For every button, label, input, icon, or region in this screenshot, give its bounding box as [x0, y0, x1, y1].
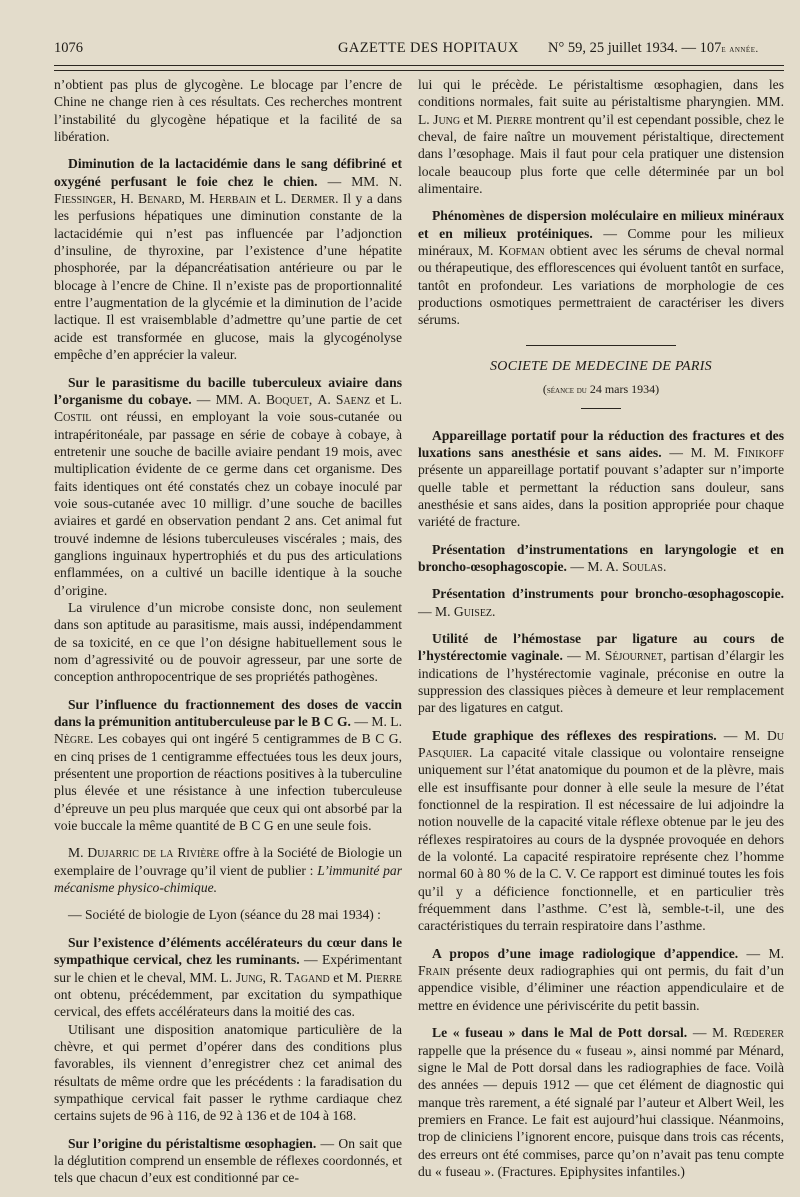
article-body: lui qui le précède. Le péristaltisme œsophagien, dans les conditions normales, fait suite au péristaltisme pharyngien. MM. — [418, 77, 784, 110]
article-body: Comme pour les milieux minéraux, M. — [418, 225, 784, 259]
book-title: L’immunité par mécanisme physico-chimique. — [54, 862, 402, 896]
article-cardiac-accelerators: Sur l’existence d’éléments accélérateurs du cœur dans le sympathique cervical, chez les ruminants. — Expérimentant sur le chien et le cheval, MM. L. Jung, R. Tagand et M. Pierre ont obtenu, précédemment, par excitation du sympathique cervical, des effets accélérateurs dans la moitié des cas. — [54, 934, 403, 1020]
article-title: Appareillage portatif pour la réduction des fractures et des luxations sans anesthésie et sans aides. — [418, 427, 784, 460]
article-title: Sur l’origine du péristaltisme œsophagien. — [68, 1135, 317, 1151]
article-body: ont réussi, en employant la voie sous-cutanée ou intrapéritonéale, par passage en série de cobaye à cobaye, à entretenir une souche de bacille aviaire pendant 19 mois, avec multiplication évidente de ce germe dans cet organisme. Des faits identiques ont été constatés chez un cobaye inoculé par voie sous-cutanée avec 10 milligr. d’une souche de bacilles aviaires et gardé en observation pendant 2 ans. Cet animal fut trouvé indemne de lésions tuberculeuses viscérales ; mais, des ganglions inguinaux hypertrophiés et du pus des articulations enflammées, on a cultivé un bacille identique à la souche d’origine. — [54, 409, 402, 598]
author: M. A. Soulas. — [587, 558, 667, 574]
article-body: Il y a dans les perfusions hépatiques une diminution constante de la lactacidémie qui n’est pas influencée par l’adjonction d’insuline, de thyroxine, par l’existence d’une hépatite phosphorée, par la dépancréatisation antérieure ou par le blocage à l’encre de Chine. Il n’existe pas de proportionnalité entre l’augmentation de la glycémie et la diminution de l’acide lactique. Il est vraisemblable d’admettre qu’une partie de cet acide est transformée en glucose, mais la glycogénolyse empêche d’en apprécier la valeur. — [54, 191, 403, 363]
article-title: Sur le parasitisme du bacille tuberculeux aviaire dans l’organisme du cobaye. — [54, 374, 402, 407]
author: M. Guisez. — [435, 603, 496, 619]
author: MM. N. Fiessinger — [54, 173, 403, 207]
article-portable-apparatus: Appareillage portatif pour la réduction des fractures et des luxations sans anesthésie et sans aides. — M. M. Finikoff présente un appareillage portatif pouvant s’adapter sur n’importe quelle table et permettant la réduction sans douleur, sans anesthésie et sans aides, dans la position appropriée pour chaque variété de fracture. — [418, 427, 785, 530]
article-title: Présentation d’instrumentations en laryngologie et en broncho-œsophagoscopie. — [418, 541, 784, 574]
article-respiration-reflexes: Etude graphique des réflexes des respirations. — M. Du Pasquier. La capacité vitale classique ou volontaire renseigne uniquement sur l’état anatomique du poumon et de la plèvre, mais elle est insuffisante pour donner à elle seule la mesure de l’état fonctionnel de la respiration. Il est nécessaire de lui adjoindre la notion nouvelle de la capacité vitale réflexe obtenue par le jeu des réflexes respiratoires au cours de la dyspnée provoquée en dehors de la volonté. La capacité respiratoire représente chez l’homme normal 60 à 80 % de la C. V. Ce rapport est diminué toutes les fois qu’il y a déficience fonctionnelle, et en particulier très fréquemment dans l’asthme. C’est là, semble-t-il, une des caractéristiques du terrain respiratoire dans l’asthme. — [418, 727, 785, 934]
article-title: Sur l’influence du fractionnement des doses de vaccin dans la prémunition antituberculeuse par le B C G. — [54, 696, 402, 730]
author: M. Rœderer — [712, 1025, 785, 1041]
article-body: présente deux radiographies qui ont permis, du fait d’un appendice visible, d’éliminer une réaction appendiculaire et de mettre en évidence une périviscérite du petit bassin. — [418, 963, 784, 1013]
page-header — [54, 36, 784, 64]
article-avian-bacillus: Sur le parasitisme du bacille tuberculeux aviaire dans l’organisme du cobaye. — MM. A. Boquet, A. Saenz et L. Costil ont réussi, en employant la voie sous-cutanée ou intrapéritonéale, par passage en série de cobaye à cobaye, à entretenir une souche de bacille aviaire pendant 19 mois, avec multiplication évidente de ce germe dans cet organisme. Des faits identiques ont été constatés chez un cobaye inoculé par voie sous-cutanée avec 10 milligr. d’une souche de bacilles aviaires et gardé en observation pendant 2 ans. Cet animal fut trouvé indemne de lésions tuberculeuses viscérales ; mais, des ganglions inguinaux hypertrophiés et du pus des articulations enflammées, on a cultivé un bacille identique à la souche d’origine. — [54, 374, 402, 598]
article-glycemia-perfusion: Diminution de la lactacidémie dans le sang défibriné et oxygéné perfusant le foie chez le chien. — MM. N. Fiessinger, H. Benard, M. Herbain et L. Dermer. Il y a dans les perfusions hépatiques une diminution constante de la lactacidémie qui n’est pas influencée par l’adjonction d’insuline, de thyroxine, par l’existence d’une hépatite phosphorée, par la dépancréatisation antérieure ou par le blocage à l’encre de Chine. Il n’existe pas de proportionnalité entre l’augmentation de la glycémie et la diminution de l’acide lactique. Il est vraisemblable d’admettre qu’une partie de cet acide est transformée en glucose, mais la glycogénolyse empêche d’en apprécier la valeur. — [54, 156, 403, 363]
author: Kofman — [498, 243, 545, 259]
society-heading — [418, 345, 784, 409]
author: M. Herbain — [189, 191, 257, 207]
author: L. Costil — [54, 391, 402, 425]
article-laryngology-instruments: Présentation d’instrumentations en laryngologie et en broncho-œsophagoscopie. — M. A. Soulas. — [418, 541, 784, 574]
paragraph: Utilisant une disposition anatomique particulière de la chèvre, et qui permet d’opérer dans des conditions plus favorables, ils viennent d’enregistrer chez cet animal des résultats de même ordre que les précédents : la faradisation du sympathique cervical fait passer le rythme cardiaque chez certains sujets de 96 à 116, de 92 à 136 et de 104 à 168. — [54, 1021, 402, 1124]
paragraph: n’obtient pas plus de glycogène. Le blocage par l’encre de Chine ne change rien à ces résultats. Ces recherches montrent l’instabilité du glycogène hépatique et la facilité de sa libération. — [54, 77, 402, 145]
article-body: partisan d’élargir les indications de l’hystérectomie vaginale, préconise en outre la suppression des classiques pièces à demeure et leur remplacement par des ligatures en catgut. — [418, 648, 785, 716]
society-name: SOCIETE DE MEDECINE DE PARIS — [489, 358, 712, 374]
author: M. Pierre — [476, 111, 533, 127]
article-broncho-instruments: Présentation d’instruments pour broncho-œsophagoscopie. — M. Guisez. — [418, 586, 784, 619]
header-rule-bottom — [54, 70, 784, 71]
page-number: 1076 — [54, 40, 83, 56]
article-title: A propos d’une image radiologique d’appendice. — [432, 945, 739, 961]
section-lyon-society: — Société de biologie de Lyon (séance du 28 mai 1934) : — [68, 907, 381, 923]
article-title: Phénomènes de dispersion moléculaire en milieux minéraux et en milieux protéiniques. — [418, 208, 784, 241]
author: A. Saenz — [317, 391, 371, 407]
divider — [581, 408, 621, 409]
article-body: présente un appareillage portatif pouvant s’adapter sur n’importe quelle table et permettant la réduction sans douleur, sans anesthésie et sans aides, dans la position appropriée pour chaque variété de fracture. — [418, 462, 784, 530]
article-body: On sait que la déglutition comprend un ensemble de réflexes coordonnés, et tels que chacun d’eux est conditionné par ce- — [54, 1135, 403, 1186]
article-body: Les cobayes qui ont ingéré 5 centigrammes de B C G. en cinq prises de 1 centigramme effectuées tous les deux jours, présentent une proportion de réactions positives à la tuberculine plus élevée et une résistance à une infection tuberculeuse d’épreuve un peu plus marquée que ceux qui ont absorbé par la voie buccale la même quantité de B C G en une seule fois. — [54, 731, 403, 834]
article-body: La capacité vitale classique ou volontaire renseigne uniquement sur l’état anatomique du poumon et de la plèvre, mais elle est insuffisante pour donner à elle seule la mesure de l’état fonctionnel de la respiration. Il est nécessaire de lui adjoindre la notion nouvelle de la capacité vitale réflexe obtenue par le jeu des réflexes respiratoires au cours de la dyspnée provoquée en dehors de la volonté. La capacité respiratoire représente chez l’homme normal 60 à 80 % de la C. V. Ce rapport est diminué toutes les fois qu’il y a déficience fonctionnelle, et en particulier très fréquemment dans l’asthme. C’est là, semble-t-il, une des caractéristiques du terrain respiratoire dans l’asthme. — [418, 745, 785, 934]
article-body: rappelle que la présence du « fuseau », ainsi nommé par Ménard, signe le Mal de Pott dorsal dans les radiographies de face. Voilà des années — depuis 1912 — que cet élément de diagnostic qui manque très rarement, a été signalé par l’auteur et Albert Weil, les premiers en France. Le fait est aujourd’hui classique. Néanmoins, trop de cliniciens l’ignorent encore, puisque dans trois cas récents, des erreurs ont été commises, parce qu’on n’avait pas tenu compte du « fuseau ». (Fractures. Epiphysites infantiles.) — [418, 1042, 784, 1179]
article-title: Présentation d’instruments pour broncho-œsophagoscopie. — [432, 586, 784, 602]
article-title: Diminution de la lactacidémie dans le sang défibriné et oxygéné perfusant le foie chez le chien. — [54, 156, 402, 189]
article-body: obtient avec les sérums de cheval normal ou thérapeutique, des efflorescences qui évoluent tantôt en surface, tantôt en profondeur. Les variations de morphologie de ces productions osmotiques permettraient de caractériser les divers sérums. — [418, 243, 784, 328]
article-book-offer — [54, 844, 402, 896]
author: H. Benard — [120, 191, 182, 207]
author: L. Jung — [418, 111, 461, 127]
article-body: montrent qu’il est cependant possible, chez le cheval, de faire naître un mouvement péristaltique, directement dans l’œsophage. Mais il faut pour cela pratiquer une distension locale beaucoup plus forte que celle déterminée par un bol alimentaire. — [418, 111, 784, 197]
article-appendix-radiology: A propos d’une image radiologique d’appendice. — M. Frain présente deux radiographies qui ont permis, du fait d’un appendice visible, d’éliminer une réaction appendiculaire et de mettre en évidence une périviscérite du petit bassin. — [418, 945, 784, 1013]
right-column — [418, 76, 784, 1190]
article-body: Expérimentant sur le chien et le cheval, MM. — [54, 952, 403, 985]
session-date: 24 mars 1934 — [589, 382, 656, 397]
session-label: séance du — [546, 385, 587, 397]
article-body: offre à la Société de Biologie un exemplaire de l’ouvrage qu’il vient de publier : — [54, 845, 402, 878]
author: MM. A. Boquet — [215, 391, 309, 407]
issue-info — [548, 40, 759, 57]
author: L. Dermer — [274, 191, 336, 207]
article-pott-disease: Le « fuseau » dans le Mal de Pott dorsal. — M. Rœderer rappelle que la présence du « fuseau », ainsi nommé par Ménard, signe le Mal de Pott dorsal dans les radiographies de face. Voilà des années — depuis 1912 — que cet élément de diagnostic qui manque très rarement, a été signalé par l’auteur et Albert Weil, les premiers en France. Le fait est aujourd’hui classique. Néanmoins, trop de cliniciens l’ignorent encore, puisque dans trois cas récents, des erreurs ont été commises, parce qu’on n’avait pas tenu compte du « fuseau ». (Fractures. Epiphysites infantiles.) — [418, 1025, 785, 1179]
article-body: ont obtenu, précédemment, par excitation du sympathique cervical, des effets accélérateurs dans la moitié des cas. — [54, 986, 402, 1020]
left-column — [54, 76, 402, 1197]
author: M. Séjournet — [585, 648, 663, 664]
article-title: Le « fuseau » dans le Mal de Pott dorsal. — [432, 1025, 688, 1041]
author: M. Frain — [418, 945, 784, 979]
article-continuation: lui qui le précède. Le péristaltisme œsophagien, dans les conditions normales, fait suite au péristaltisme pharyngien. MM. L. Jung et M. Pierre montrent qu’il est cependant possible, chez le cheval, de faire naître un mouvement péristaltique, directement dans l’œsophage. Mais il faut pour cela pratiquer une distension locale beaucoup plus forte que celle déterminée par un bol alimentaire. — [418, 77, 784, 197]
author: M. Pierre — [346, 969, 402, 985]
paragraph: La virulence d’un microbe consiste donc, non seulement dans son aptitude au parasitisme, mais aussi, indépendamment de sa toxicité, en ce que l’on désigne habituellement sous le nom d’agressivité ou de pouvoir agresseur, par une sorte de conception anthropocentrique de ses propriétés pathogènes. — [54, 599, 402, 685]
author: L. Jung — [220, 969, 263, 985]
author: M. M. Finikoff — [690, 444, 785, 460]
article-title: Sur l’existence d’éléments accélérateurs du cœur dans le sympathique cervical, chez les ruminants. — [54, 934, 402, 968]
author: R. Tagand — [269, 969, 330, 985]
author: M. Dujarric de la Rivière — [68, 845, 220, 861]
author: M. Du Pasquier — [418, 727, 784, 760]
article-molecular-dispersion: Phénomènes de dispersion moléculaire en milieux minéraux et en milieux protéiniques. — Comme pour les milieux minéraux, M. Kofman obtient avec les sérums de cheval normal ou thérapeutique, des efflorescences qui évoluent tantôt en surface, tantôt en profondeur. Les variations de morphologie de ces productions osmotiques permettraient de caractériser les divers sérums. — [418, 208, 784, 328]
article-bcg-fractionation: Sur l’influence du fractionnement des doses de vaccin dans la prémunition antituberculeuse par le B C G. — M. L. Nègre. Les cobayes qui ont ingéré 5 centigrammes de B C G. en cinq prises de 1 centigramme effectuées tous les deux jours, présentent une proportion de réactions positives à la tuberculine plus élevée et une résistance à une infection tuberculeuse d’épreuve un peu plus marquée que ceux qui ont absorbé par la voie buccale la même quantité de B C G en une seule fois. — [54, 696, 403, 834]
issue-main: N° 59, 25 juillet 1934. — 107 — [548, 40, 722, 56]
journal-title: GAZETTE DES HOPITAUX — [338, 40, 519, 56]
divider — [526, 345, 676, 346]
article-title: Etude graphique des réflexes des respirations. — [432, 727, 717, 743]
issue-suffix: e année. — [721, 44, 759, 55]
session-info: (séance du 24 mars 1934) — [542, 382, 660, 397]
article-oesophageal-peristalsis: Sur l’origine du péristaltisme œsophagien. — On sait que la déglutition comprend un ensemble de réflexes coordonnés, et tels que chacun d’eux est conditionné par ce- — [54, 1135, 403, 1186]
author: M. L. Nègre — [54, 714, 402, 747]
article-hysterectomy: Utilité de l’hémostase par ligature au cours de l’hystérectomie vaginale. — M. Séjournet, partisan d’élargir les indications de l’hystérectomie vaginale, préconise en outre la suppression des classiques pièces à demeure et leur remplacement par des ligatures en catgut. — [418, 630, 785, 716]
header-rule-top — [54, 65, 784, 66]
article-title: Utilité de l’hémostase par ligature au cours de l’hystérectomie vaginale. — [418, 630, 784, 664]
